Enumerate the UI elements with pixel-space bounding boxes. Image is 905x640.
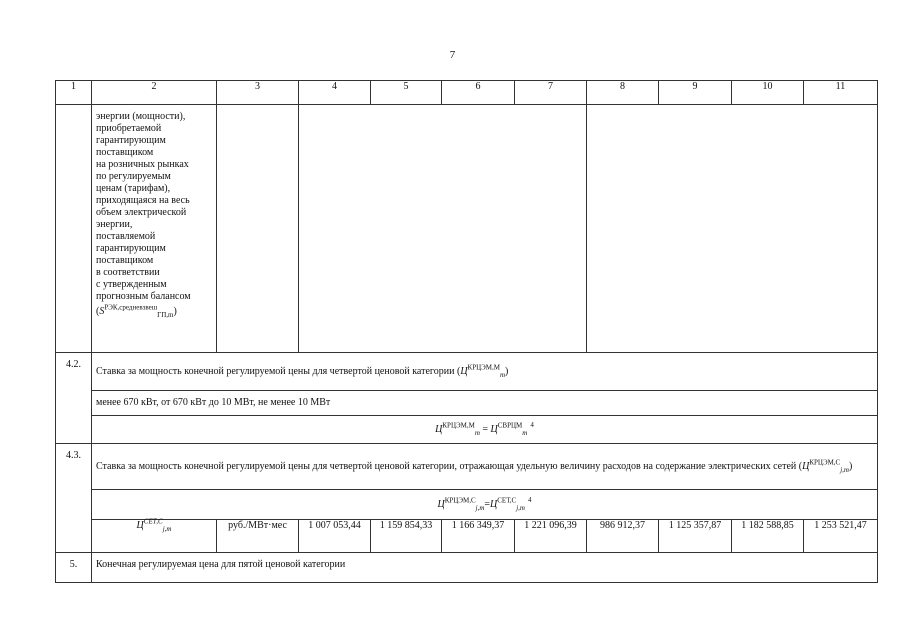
header-cell: 2: [92, 81, 217, 105]
subrow-capacity-groups: [56, 391, 878, 416]
description-line: приобретаемой: [96, 123, 162, 134]
header-cell: 9: [659, 81, 732, 105]
balance-symbol: $(S^{РЭК,средневзвеш}_{ГП,m})$: [96, 303, 177, 319]
values-row: [56, 520, 878, 553]
value-cell: 1 166 349,37: [442, 520, 515, 553]
indicator-title: Ставка за мощность конечной регулируемой цены для четвертой ценовой категории $(Ц^{КРЦЭМ,М}_m)$: [92, 353, 878, 391]
header-cell: 5: [371, 81, 442, 105]
description-line: на розничных рынках: [96, 159, 189, 170]
description-line: поставщиком: [96, 255, 154, 266]
row-5: [56, 553, 878, 583]
value-cell: 1 125 357,87: [659, 520, 732, 553]
header-cell: 8: [587, 81, 659, 105]
footnote-marker: 4: [530, 421, 534, 430]
description-line: приходящаяся на весь: [96, 195, 190, 206]
header-cell: 10: [732, 81, 804, 105]
header-cell: 1: [56, 81, 92, 105]
value-cell: 986 912,37: [587, 520, 659, 553]
tariff-table: [55, 80, 878, 583]
description-line: поставляемой: [96, 231, 156, 242]
value-cell: 1 159 854,33: [371, 520, 442, 553]
description-line: с утвержденным: [96, 279, 167, 290]
row-number: 4.3.: [56, 444, 92, 553]
indicator-title: Ставка за мощность конечной регулируемой цены для четвертой ценовой категории, отражающая удельную величину расходов на содержание электрических сетей $(Ц^{КРЦЭМ,С}_{j,m})$: [92, 444, 878, 490]
description-line: по регулируемым: [96, 171, 171, 182]
continuation-row: [56, 105, 878, 353]
header-cell: 7: [515, 81, 587, 105]
indicator-title: Конечная регулируемая цена для пятой ценовой категории: [92, 553, 878, 583]
empty-merged-cell: [299, 105, 587, 353]
rate-symbol: $Ц^{СЕТ,С}_{j,m}$: [92, 520, 217, 553]
empty-cell: [217, 105, 299, 353]
row-number-cell: [56, 105, 92, 353]
value-cell: 1 221 096,39: [515, 520, 587, 553]
description-line: объем электрической: [96, 207, 187, 218]
description-line: энергии (мощности),: [96, 111, 186, 122]
unit-cell: руб./МВт·мес: [217, 520, 299, 553]
description-line: энергии,: [96, 219, 133, 230]
empty-merged-cell: [587, 105, 878, 353]
header-cell: 3: [217, 81, 299, 105]
formula-row: [56, 490, 878, 520]
description-line: в соответствии: [96, 267, 160, 278]
header-cell: 11: [804, 81, 878, 105]
footnote-marker: 4: [527, 496, 532, 505]
header-row: [56, 81, 878, 105]
price-formula: $Ц^{КРЦЭМ,С}_{j,m}=Ц^{СЕТ,С}_{j,m}^4$: [92, 490, 878, 520]
description-line: гарантирующим: [96, 243, 166, 254]
formula-row: [56, 416, 878, 444]
value-cell: 1 182 588,85: [732, 520, 804, 553]
row-4-3: [56, 444, 878, 490]
description-line: ценам (тарифам),: [96, 183, 171, 194]
description-line: гарантирующим: [96, 135, 166, 146]
row-4-2: [56, 353, 878, 391]
capacity-groups-text: менее 670 кВт, от 670 кВт до 10 МВт, не менее 10 МВт: [92, 391, 878, 416]
value-cell: 1 253 521,47: [804, 520, 878, 553]
indicator-description: [92, 105, 217, 353]
value-cell: 1 007 053,44: [299, 520, 371, 553]
description-line: поставщиком: [96, 147, 154, 158]
header-cell: 4: [299, 81, 371, 105]
row-number: 4.2.: [56, 353, 92, 444]
description-line: прогнозным балансом: [96, 291, 191, 302]
price-formula: $Ц^{КРЦЭМ,М}_m = Ц^{СВРЦМ}_m^4$: [92, 416, 878, 444]
header-cell: 6: [442, 81, 515, 105]
row-number: 5.: [56, 553, 92, 583]
page-number: 7: [449, 49, 456, 61]
